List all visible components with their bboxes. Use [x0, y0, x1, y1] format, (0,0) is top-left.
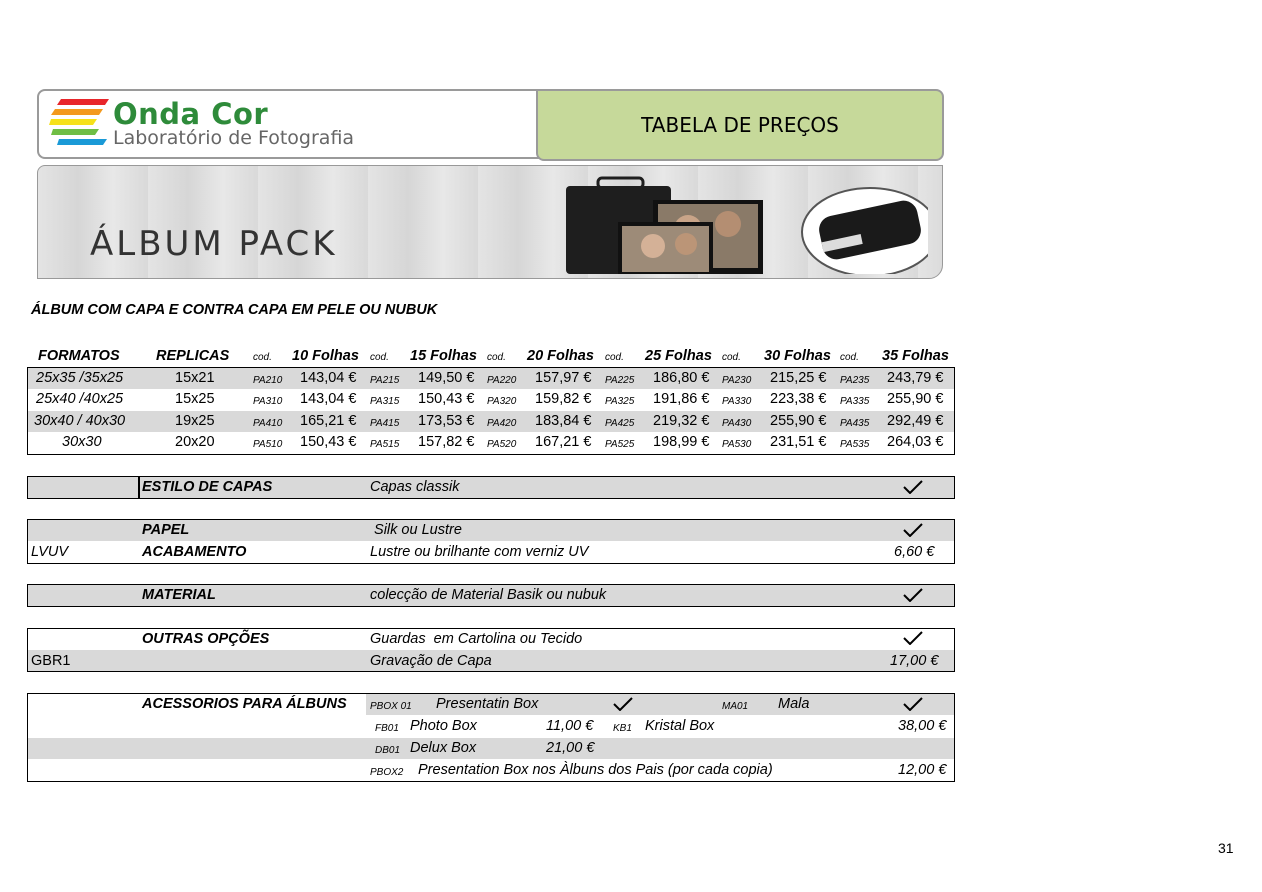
row-price: 231,51 € [770, 434, 827, 450]
row-price: 165,21 € [300, 413, 357, 429]
row-code: PA510 [253, 439, 283, 450]
row-formato: 25x40 /40x25 [36, 391, 124, 407]
logo-stripes-icon [49, 97, 111, 149]
acabamento-label: ACABAMENTO [142, 544, 247, 560]
row-price: 215,25 € [770, 370, 827, 386]
pbox2-name: Presentation Box nos Àlbuns dos Pais (por cada copia) [418, 762, 773, 778]
header-cod: cod. [253, 352, 272, 363]
row-formato: 30x30 [62, 434, 102, 450]
pbox2-code: PBOX2 [370, 767, 404, 778]
row-replica: 20x20 [175, 434, 215, 450]
estilo-label: ESTILO DE CAPAS [142, 479, 273, 495]
row-price: 150,43 € [300, 434, 357, 450]
fb01-name: Photo Box [410, 718, 477, 734]
header-formatos: FORMATOS [38, 348, 120, 364]
row-code: PA220 [487, 375, 517, 386]
row-price: 223,38 € [770, 391, 827, 407]
row-formato: 25x35 /35x25 [36, 370, 124, 386]
row-price: 167,21 € [535, 434, 592, 450]
header-cod: cod. [370, 352, 389, 363]
acabamento-value: Lustre ou brilhante com verniz UV [370, 544, 589, 560]
logo-box [37, 89, 547, 159]
pbox2-price: 12,00 € [898, 762, 947, 778]
check-icon [903, 697, 923, 711]
db01-name: Delux Box [410, 740, 477, 756]
banner-title: ÁLBUM PACK [90, 224, 338, 264]
row-price: 157,97 € [535, 370, 592, 386]
fb01-price: 11,00 € [546, 718, 594, 734]
row-code: PA225 [605, 375, 635, 386]
price-table-title: TABELA DE PREÇOS [536, 89, 944, 161]
header-replicas: REPLICAS [156, 348, 230, 364]
logo-title: Onda Cor [113, 97, 269, 131]
row-price: 198,99 € [653, 434, 710, 450]
header-cod: cod. [605, 352, 624, 363]
kb1-price: 38,00 € [898, 718, 947, 734]
header-25-folhas: 25 Folhas [645, 348, 712, 364]
row-price: 264,03 € [887, 434, 944, 450]
row-price: 157,82 € [418, 434, 475, 450]
row-price: 159,82 € [535, 391, 592, 407]
check-icon [903, 523, 923, 537]
album-pack-banner [37, 165, 943, 279]
row-code: PA310 [253, 396, 283, 407]
check-icon [903, 631, 923, 645]
row-price: 143,04 € [300, 391, 357, 407]
row-price: 186,80 € [653, 370, 710, 386]
row-code: PA210 [253, 375, 283, 386]
row-code: PA435 [840, 418, 870, 429]
pbox01-code: PBOX 01 [370, 701, 412, 712]
row-code: PA315 [370, 396, 400, 407]
kb1-code: KB1 [613, 723, 632, 734]
row-price: 149,50 € [418, 370, 475, 386]
row-price: 143,04 € [300, 370, 357, 386]
header-cod: cod. [840, 352, 859, 363]
gravacao-price: 17,00 € [890, 653, 939, 669]
row-replica: 15x21 [175, 370, 215, 386]
row-code: PA530 [722, 439, 752, 450]
row-price: 255,90 € [887, 391, 944, 407]
check-icon [903, 588, 923, 602]
acabamento-code: LVUV [31, 544, 69, 560]
row-code: PA330 [722, 396, 752, 407]
db01-code: DB01 [375, 745, 401, 756]
row-price: 292,49 € [887, 413, 944, 429]
row-code: PA420 [487, 418, 517, 429]
row-code: PA430 [722, 418, 752, 429]
header-15-folhas: 15 Folhas [410, 348, 477, 364]
section-title: ÁLBUM COM CAPA E CONTRA CAPA EM PELE OU NUBUK [31, 302, 438, 318]
outras-label: OUTRAS OPÇÕES [142, 631, 270, 647]
pbox01-name: Presentatin Box [436, 696, 539, 712]
row-price: 183,84 € [535, 413, 592, 429]
row-replica: 15x25 [175, 391, 215, 407]
header-cod: cod. [487, 352, 506, 363]
row-code: PA515 [370, 439, 400, 450]
papel-label: PAPEL [142, 522, 190, 538]
row-code: PA520 [487, 439, 517, 450]
row-code: PA320 [487, 396, 517, 407]
header-20-folhas: 20 Folhas [527, 348, 594, 364]
row-code: PA335 [840, 396, 870, 407]
row-code: PA535 [840, 439, 870, 450]
row-code: PA230 [722, 375, 752, 386]
check-icon [613, 697, 633, 711]
fb01-code: FB01 [375, 723, 399, 734]
row-code: PA415 [370, 418, 400, 429]
row-price: 173,53 € [418, 413, 475, 429]
estilo-value: Capas classik [370, 479, 460, 495]
header-30-folhas: 30 Folhas [764, 348, 831, 364]
logo-subtitle: Laboratório de Fotografia [113, 127, 355, 149]
outras-value: Guardas em Cartolina ou Tecido [370, 631, 583, 647]
acabamento-price: 6,60 € [894, 544, 935, 560]
header-35-folhas: 35 Folhas [882, 348, 949, 364]
row-formato: 30x40 / 40x30 [34, 413, 126, 429]
material-label: MATERIAL [142, 587, 216, 603]
estilo-divider [138, 477, 140, 498]
gravacao-value: Gravação de Capa [370, 653, 492, 669]
db01-price: 21,00 € [546, 740, 595, 756]
row-price: 191,86 € [653, 391, 710, 407]
row-code: PA325 [605, 396, 635, 407]
papel-value: Silk ou Lustre [370, 522, 462, 538]
header-cod: cod. [722, 352, 741, 363]
row-replica: 19x25 [175, 413, 215, 429]
row-code: PA215 [370, 375, 400, 386]
header-10-folhas: 10 Folhas [292, 348, 359, 364]
row-code: PA525 [605, 439, 635, 450]
acessorios-label: ACESSORIOS PARA ÁLBUNS [142, 696, 347, 712]
row-code: PA425 [605, 418, 635, 429]
check-icon [903, 480, 923, 494]
row-price: 243,79 € [887, 370, 944, 386]
gravacao-code: GBR1 [31, 653, 71, 669]
kb1-name: Kristal Box [645, 718, 715, 734]
row-price: 219,32 € [653, 413, 710, 429]
album-products-image [558, 174, 928, 274]
material-value: colecção de Material Basik ou nubuk [370, 587, 607, 603]
row-code: PA410 [253, 418, 283, 429]
row-code: PA235 [840, 375, 870, 386]
row-price: 255,90 € [770, 413, 827, 429]
page-number: 31 [1218, 840, 1234, 856]
ma01-name: Mala [778, 696, 810, 712]
ma01-code: MA01 [722, 701, 749, 712]
row-price: 150,43 € [418, 391, 475, 407]
